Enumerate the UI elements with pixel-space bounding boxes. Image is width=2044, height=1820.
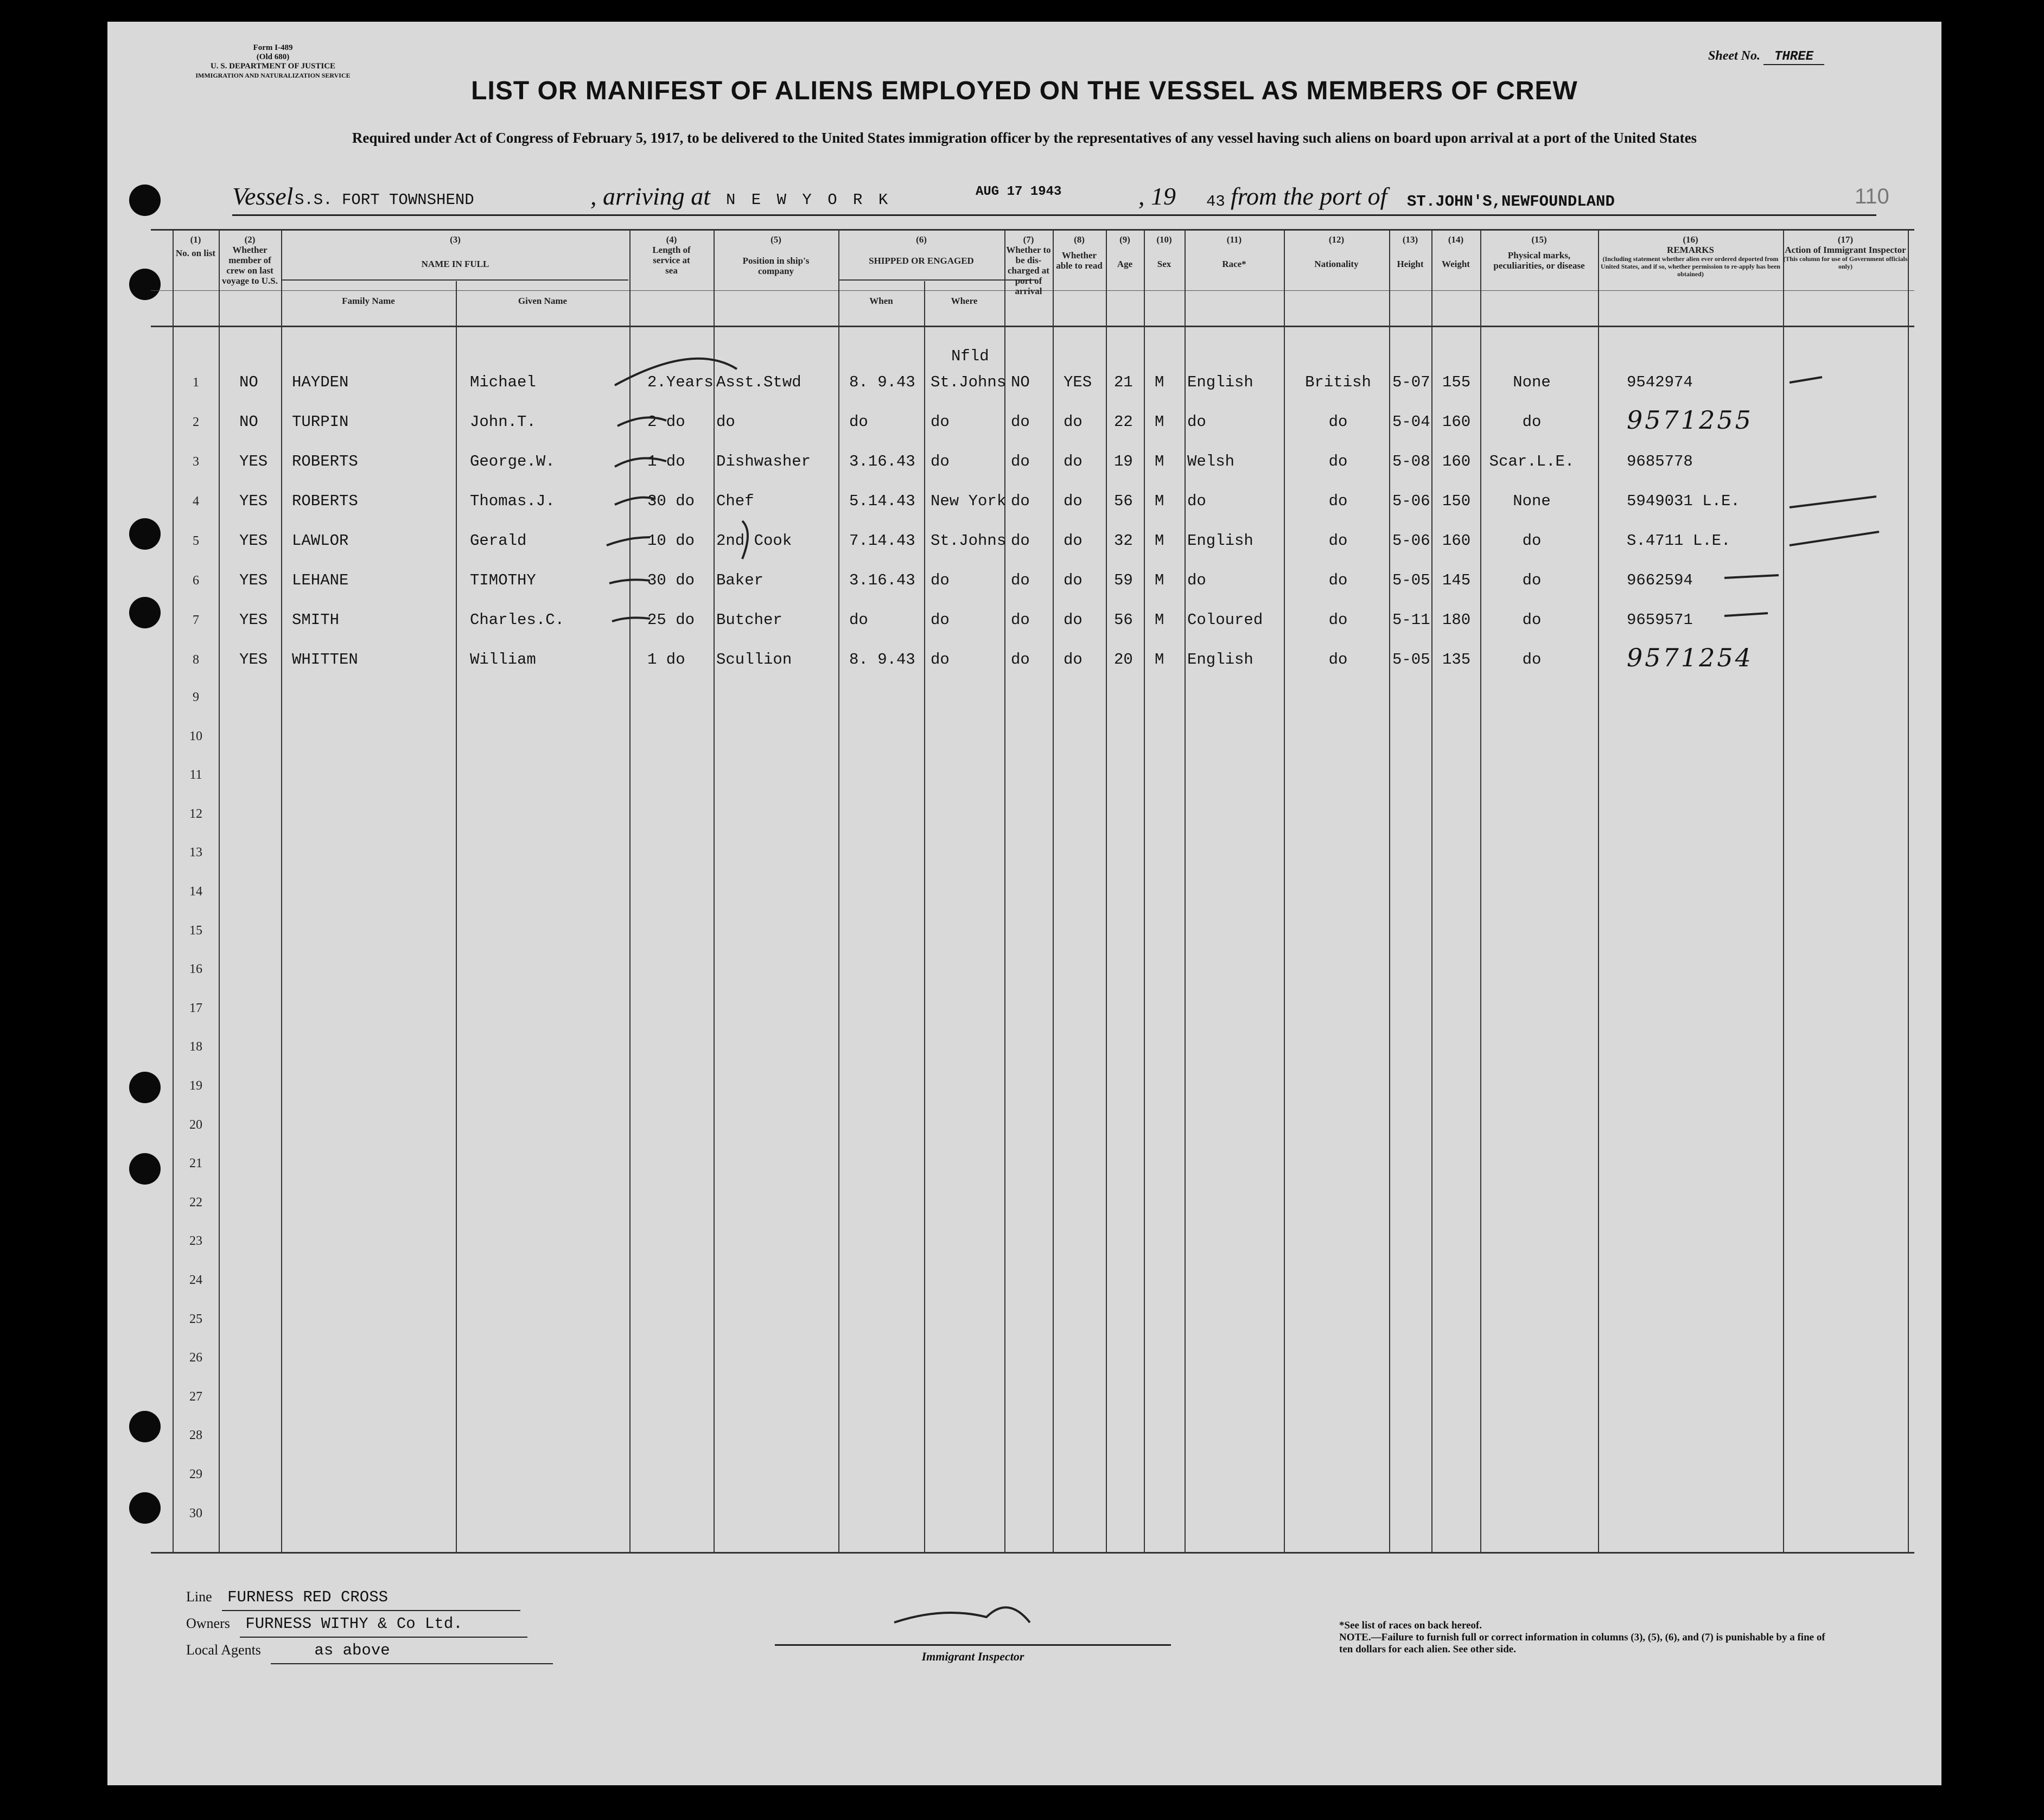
cell-discharged: NO xyxy=(1011,373,1030,391)
inspector-label: Immigrant Inspector xyxy=(921,1650,1024,1663)
cell-service: 2.Years xyxy=(647,373,714,391)
cell-race: English xyxy=(1187,373,1253,391)
cell-read: do xyxy=(1064,413,1083,431)
cell-position: Baker xyxy=(716,571,764,589)
cell-family-name: SMITH xyxy=(292,611,340,629)
col-7-num: (7) xyxy=(1023,234,1034,245)
cell-service: 1 do xyxy=(647,453,685,470)
cell-read: YES xyxy=(1064,373,1092,391)
row-number: 25 xyxy=(189,1312,202,1326)
col-header-position: Position in ship's company xyxy=(742,256,810,276)
cell-where: do xyxy=(931,413,950,431)
col-16-num: (16) xyxy=(1683,234,1698,245)
row-number: 1 xyxy=(193,376,199,390)
col-10-num: (10) xyxy=(1156,234,1172,245)
cell-given-name: Thomas.J. xyxy=(470,492,555,510)
row-number: 17 xyxy=(189,1001,202,1015)
check-mark xyxy=(607,537,650,545)
row-number: 3 xyxy=(193,455,199,469)
cell-height: 5-05 xyxy=(1392,651,1430,669)
row-number: 20 xyxy=(189,1117,202,1132)
cell-height: 5-06 xyxy=(1392,532,1430,550)
cell-last-voyage: YES xyxy=(239,571,268,589)
cell-last-voyage: NO xyxy=(239,373,258,391)
arriving-label: , arriving at xyxy=(590,182,711,210)
cell-service: 30 do xyxy=(647,492,695,510)
cell-last-voyage: YES xyxy=(239,532,268,550)
col-header-remarks: REMARKS xyxy=(1667,245,1714,255)
col-header-weight: Weight xyxy=(1442,259,1470,269)
cell-read: do xyxy=(1064,453,1083,470)
cell-read: do xyxy=(1064,532,1083,550)
cell-when: 8. 9.43 xyxy=(849,373,915,391)
inspector-signature-line xyxy=(775,1644,1171,1646)
cell-nationality: British xyxy=(1305,373,1371,391)
col-header-remarks-note: (Including statement whether alien ever ordered deported from United States, and if so, whether permission to re-apply has been obtained) xyxy=(1601,255,1780,278)
date-stamp: AUG 17 1943 xyxy=(976,184,1062,199)
cell-read: do xyxy=(1064,492,1083,510)
cell-service: 10 do xyxy=(647,532,695,550)
owners-value: FURNESS WITHY & Co Ltd. xyxy=(240,1612,527,1638)
cell-where: do xyxy=(931,611,950,629)
cell-marks: do xyxy=(1522,413,1542,431)
col-header-name: NAME IN FULL xyxy=(421,259,489,269)
cell-sex: M xyxy=(1155,651,1164,669)
page-mark: 110 xyxy=(1855,184,1889,208)
cell-weight: 180 xyxy=(1442,611,1471,629)
row-number: 12 xyxy=(189,806,202,821)
department: U. S. DEPARTMENT OF JUSTICE xyxy=(210,62,336,71)
col-5-num: (5) xyxy=(771,234,781,245)
cell-weight: 160 xyxy=(1442,453,1471,470)
note-races: *See list of races on back hereof. xyxy=(1339,1620,1482,1631)
cell-age: 20 xyxy=(1114,651,1133,669)
col-header-read: Whether able to read xyxy=(1056,250,1103,271)
cell-height: 5-11 xyxy=(1392,611,1430,629)
line-label: Line xyxy=(186,1589,212,1605)
col-header-service: Length of service at sea xyxy=(652,245,691,276)
cell-race: Coloured xyxy=(1187,611,1263,629)
cell-where: New York xyxy=(931,492,1007,510)
cell-given-name: Charles.C. xyxy=(470,611,565,629)
col-header-shipped: SHIPPED OR ENGAGED xyxy=(869,256,974,266)
cell-sex: M xyxy=(1155,413,1164,431)
cell-weight: 160 xyxy=(1442,532,1471,550)
cell-read: do xyxy=(1064,571,1083,589)
cell-age: 59 xyxy=(1114,571,1133,589)
cell-nationality: do xyxy=(1328,651,1348,669)
cell-nationality: do xyxy=(1328,571,1348,589)
cell-sex: M xyxy=(1155,611,1164,629)
cell-age: 32 xyxy=(1114,532,1133,550)
cell-height: 5-08 xyxy=(1392,453,1430,470)
cell-discharged: do xyxy=(1011,492,1030,510)
cell-race: English xyxy=(1187,532,1253,550)
cell-remarks: 9571254 xyxy=(1627,643,1753,672)
row-number: 16 xyxy=(189,962,202,977)
row-number: 7 xyxy=(193,613,199,627)
cell-nationality: do xyxy=(1328,492,1348,510)
cell-weight: 145 xyxy=(1442,571,1471,589)
agents-label: Local Agents xyxy=(186,1642,261,1658)
cell-remarks: 9542974 xyxy=(1627,373,1693,391)
col-header-family: Family Name xyxy=(342,296,395,306)
cell-sex: M xyxy=(1155,532,1164,550)
col-15-num: (15) xyxy=(1531,234,1547,245)
row-number: 30 xyxy=(189,1506,202,1520)
col-2-num: (2) xyxy=(244,234,256,245)
line-value: FURNESS RED CROSS xyxy=(222,1585,520,1611)
row-number: 2 xyxy=(193,415,199,429)
cell-age: 21 xyxy=(1114,373,1133,391)
cell-age: 56 xyxy=(1114,611,1133,629)
year-label: , 19 xyxy=(1138,182,1176,210)
cell-last-voyage: YES xyxy=(239,611,268,629)
cell-family-name: ROBERTS xyxy=(292,453,358,470)
cell-when: 5.14.43 xyxy=(849,492,915,510)
col-4-num: (4) xyxy=(666,234,677,245)
cell-family-name: TURPIN xyxy=(292,413,349,431)
cell-family-name: HAYDEN xyxy=(292,373,349,391)
col-17-num: (17) xyxy=(1837,234,1854,245)
row-number: 27 xyxy=(189,1389,202,1404)
row-number: 14 xyxy=(189,884,202,899)
cell-discharged: do xyxy=(1011,413,1030,431)
col-header-nationality: Nationality xyxy=(1314,259,1359,269)
check-mark xyxy=(742,521,748,559)
col-header-discharged: Whether to be dis-charged at port of arrival xyxy=(1006,245,1051,296)
inspector-mark xyxy=(1724,575,1779,578)
cell-discharged: do xyxy=(1011,611,1030,629)
cell-discharged: do xyxy=(1011,571,1030,589)
check-mark xyxy=(615,498,655,505)
cell-discharged: do xyxy=(1011,453,1030,470)
cell-service: 25 do xyxy=(647,611,695,629)
check-mark xyxy=(612,618,650,621)
col-9-num: (9) xyxy=(1119,234,1130,245)
cell-family-name: LEHANE xyxy=(292,571,349,589)
row-number: 23 xyxy=(189,1234,202,1249)
cell-height: 5-06 xyxy=(1392,492,1430,510)
check-mark xyxy=(609,580,650,583)
cell-race: do xyxy=(1187,413,1206,431)
row-number: 21 xyxy=(189,1156,202,1171)
col-header-given: Given Name xyxy=(518,296,568,306)
from-label: from the port of xyxy=(1231,182,1387,210)
cell-remarks: S.4711 L.E. xyxy=(1627,532,1731,550)
cell-last-voyage: YES xyxy=(239,492,268,510)
row-number: 29 xyxy=(189,1467,202,1481)
cell-where: do xyxy=(931,453,950,470)
cell-last-voyage: YES xyxy=(239,651,268,669)
cell-given-name: George.W. xyxy=(470,453,555,470)
check-mark xyxy=(615,458,666,467)
cell-marks: do xyxy=(1522,651,1542,669)
row-number: 9 xyxy=(193,690,199,704)
cell-last-voyage: NO xyxy=(239,413,258,431)
col-14-num: (14) xyxy=(1448,234,1464,245)
col-header-action: Action of Immigrant Inspector xyxy=(1785,245,1906,255)
col-3-num: (3) xyxy=(450,234,461,245)
manifest-sheet xyxy=(107,22,1941,1785)
row-number: 19 xyxy=(189,1079,202,1093)
cell-given-name: Gerald xyxy=(470,532,527,550)
sheet-label: Sheet No. xyxy=(1708,49,1760,63)
row-number: 10 xyxy=(189,729,202,743)
cell-discharged: do xyxy=(1011,651,1030,669)
row-number: 15 xyxy=(189,923,202,938)
cell-position: Dishwasher xyxy=(716,453,811,470)
cell-when: do xyxy=(849,611,868,629)
row-number: 5 xyxy=(193,534,199,548)
row-number: 11 xyxy=(189,768,202,782)
cell-sex: M xyxy=(1155,453,1164,470)
footer-notes xyxy=(1339,1620,1827,1656)
cell-family-name: LAWLOR xyxy=(292,532,349,550)
col-13-num: (13) xyxy=(1402,234,1418,245)
cell-when: 3.16.43 xyxy=(849,571,915,589)
cell-position: do xyxy=(716,413,735,431)
col-header-where: Where xyxy=(951,296,978,306)
col-11-num: (11) xyxy=(1226,234,1242,245)
cell-nationality: do xyxy=(1328,611,1348,629)
cell-where: St.Johns xyxy=(931,532,1007,550)
cell-nationality: do xyxy=(1328,453,1348,470)
cell-remarks: 9662594 xyxy=(1627,571,1693,589)
crew-table xyxy=(107,22,1941,1650)
cell-service: 1 do xyxy=(647,651,685,669)
inspector-mark xyxy=(1724,613,1768,616)
signature xyxy=(894,1607,1030,1622)
row-number: 18 xyxy=(189,1040,202,1054)
col-8-num: (8) xyxy=(1074,234,1085,245)
form-number: Form I-489 xyxy=(253,43,293,52)
cell-position: 2nd Cook xyxy=(716,532,792,550)
inspector-mark xyxy=(1790,377,1822,383)
cell-where: do xyxy=(931,571,950,589)
cell-discharged: do xyxy=(1011,532,1030,550)
inspector-mark xyxy=(1790,532,1879,545)
cell-sex: M xyxy=(1155,373,1164,391)
col-12-num: (12) xyxy=(1328,234,1345,245)
cell-sex: M xyxy=(1155,492,1164,510)
cell-nationality: do xyxy=(1328,413,1348,431)
row-number: 4 xyxy=(193,494,199,508)
cell-when: 3.16.43 xyxy=(849,453,915,470)
cell-remarks: 9685778 xyxy=(1627,453,1693,470)
cell-sex: M xyxy=(1155,571,1164,589)
col-header-no: No. on list xyxy=(175,248,216,258)
cell-family-name: ROBERTS xyxy=(292,492,358,510)
cell-nationality: do xyxy=(1328,532,1348,550)
row-number: 28 xyxy=(189,1428,202,1443)
cell-family-name: WHITTEN xyxy=(292,651,358,669)
col-header-height: Height xyxy=(1397,259,1424,269)
subtitle: Required under Act of Congress of February 5, 1917, to be delivered to the United States immigration officer by the representatives of any vessel having such aliens on board upon arrival at a port of the United States xyxy=(352,130,1697,146)
col-header-age: Age xyxy=(1117,259,1133,269)
cell-remarks: 5949031 L.E. xyxy=(1627,492,1740,510)
cell-age: 56 xyxy=(1114,492,1133,510)
cell-age: 19 xyxy=(1114,453,1133,470)
arriving-port: N E W Y O R K xyxy=(726,191,892,209)
footer-labels xyxy=(186,1584,553,1664)
inspector-mark xyxy=(1790,497,1876,507)
cell-weight: 135 xyxy=(1442,651,1471,669)
cell-position: Butcher xyxy=(716,611,782,629)
cell-given-name: William xyxy=(470,651,536,669)
note-penalty: NOTE.—Failure to furnish full or correct information in columns (3), (5), (6), and (7) is punishable by a fine of ten dollars for each alien. See other side. xyxy=(1339,1632,1825,1655)
col-header-when: When xyxy=(869,296,893,306)
page-title: LIST OR MANIFEST OF ALIENS EMPLOYED ON THE VESSEL AS MEMBERS OF CREW xyxy=(471,77,1578,105)
cell-position: Scullion xyxy=(716,651,792,669)
cell-race: Welsh xyxy=(1187,453,1235,470)
service: IMMIGRATION AND NATURALIZATION SERVICE xyxy=(195,72,351,79)
col-header-marks: Physical marks, peculiarities, or disease xyxy=(1493,250,1585,271)
cell-service: 2 do xyxy=(647,413,685,431)
cell-marks: None xyxy=(1513,492,1551,510)
row-number: 6 xyxy=(193,574,199,588)
agents-value: as above xyxy=(271,1638,553,1664)
cell-service: 30 do xyxy=(647,571,695,589)
cell-marks: Scar.L.E. xyxy=(1489,453,1575,470)
cell-when: 8. 9.43 xyxy=(849,651,915,669)
cell-when: 7.14.43 xyxy=(849,532,915,550)
cell-height: 5-04 xyxy=(1392,413,1430,431)
where-note: Nfld xyxy=(951,347,989,365)
cell-where: St.Johns xyxy=(931,373,1007,391)
cell-position: Chef xyxy=(716,492,754,510)
cell-race: do xyxy=(1187,492,1206,510)
cell-marks: None xyxy=(1513,373,1551,391)
cell-given-name: TIMOTHY xyxy=(470,571,536,589)
vessel-label: Vessel xyxy=(232,182,294,210)
cell-weight: 155 xyxy=(1442,373,1471,391)
cell-race: do xyxy=(1187,571,1206,589)
cell-marks: do xyxy=(1522,611,1542,629)
col-header-sex: Sex xyxy=(1157,259,1171,269)
col-header-action-note: (This column for use of Government officials only) xyxy=(1783,255,1908,270)
cell-last-voyage: YES xyxy=(239,453,268,470)
owners-label: Owners xyxy=(186,1615,230,1631)
cell-height: 5-07 xyxy=(1392,373,1430,391)
cell-marks: do xyxy=(1522,571,1542,589)
cell-weight: 150 xyxy=(1442,492,1471,510)
cell-race: English xyxy=(1187,651,1253,669)
cell-read: do xyxy=(1064,651,1083,669)
col-header-last-voyage: Whether member of crew on last voyage to U.S. xyxy=(222,245,278,286)
col-header-race: Race* xyxy=(1222,259,1246,269)
row-number: 13 xyxy=(189,845,202,860)
check-mark xyxy=(617,417,666,426)
vessel-name: S.S. FORT TOWNSHEND xyxy=(295,191,474,209)
col-6-num: (6) xyxy=(916,234,927,245)
cell-given-name: Michael xyxy=(470,373,536,391)
cell-weight: 160 xyxy=(1442,413,1471,431)
sheet-value: THREE xyxy=(1763,49,1824,65)
year-value: 43 xyxy=(1206,193,1225,211)
row-number: 26 xyxy=(189,1351,202,1365)
row-number: 24 xyxy=(189,1273,202,1287)
cell-remarks: 9571255 xyxy=(1627,405,1753,435)
cell-position: Asst.Stwd xyxy=(716,373,801,391)
cell-age: 22 xyxy=(1114,413,1133,431)
row-number: 22 xyxy=(189,1195,202,1210)
form-old-number: (Old 680) xyxy=(256,53,290,61)
cell-where: do xyxy=(931,651,950,669)
handwritten-marks xyxy=(107,22,1941,1650)
row-number: 8 xyxy=(193,653,199,667)
cell-remarks: 9659571 xyxy=(1627,611,1693,629)
cell-when: do xyxy=(849,413,868,431)
from-port: ST.JOHN'S,NEWFOUNDLAND xyxy=(1407,193,1615,211)
check-mark xyxy=(615,359,737,385)
cell-height: 5-05 xyxy=(1392,571,1430,589)
cell-marks: do xyxy=(1522,532,1542,550)
col-1-num: (1) xyxy=(190,234,201,245)
cell-read: do xyxy=(1064,611,1083,629)
cell-given-name: John.T. xyxy=(470,413,536,431)
